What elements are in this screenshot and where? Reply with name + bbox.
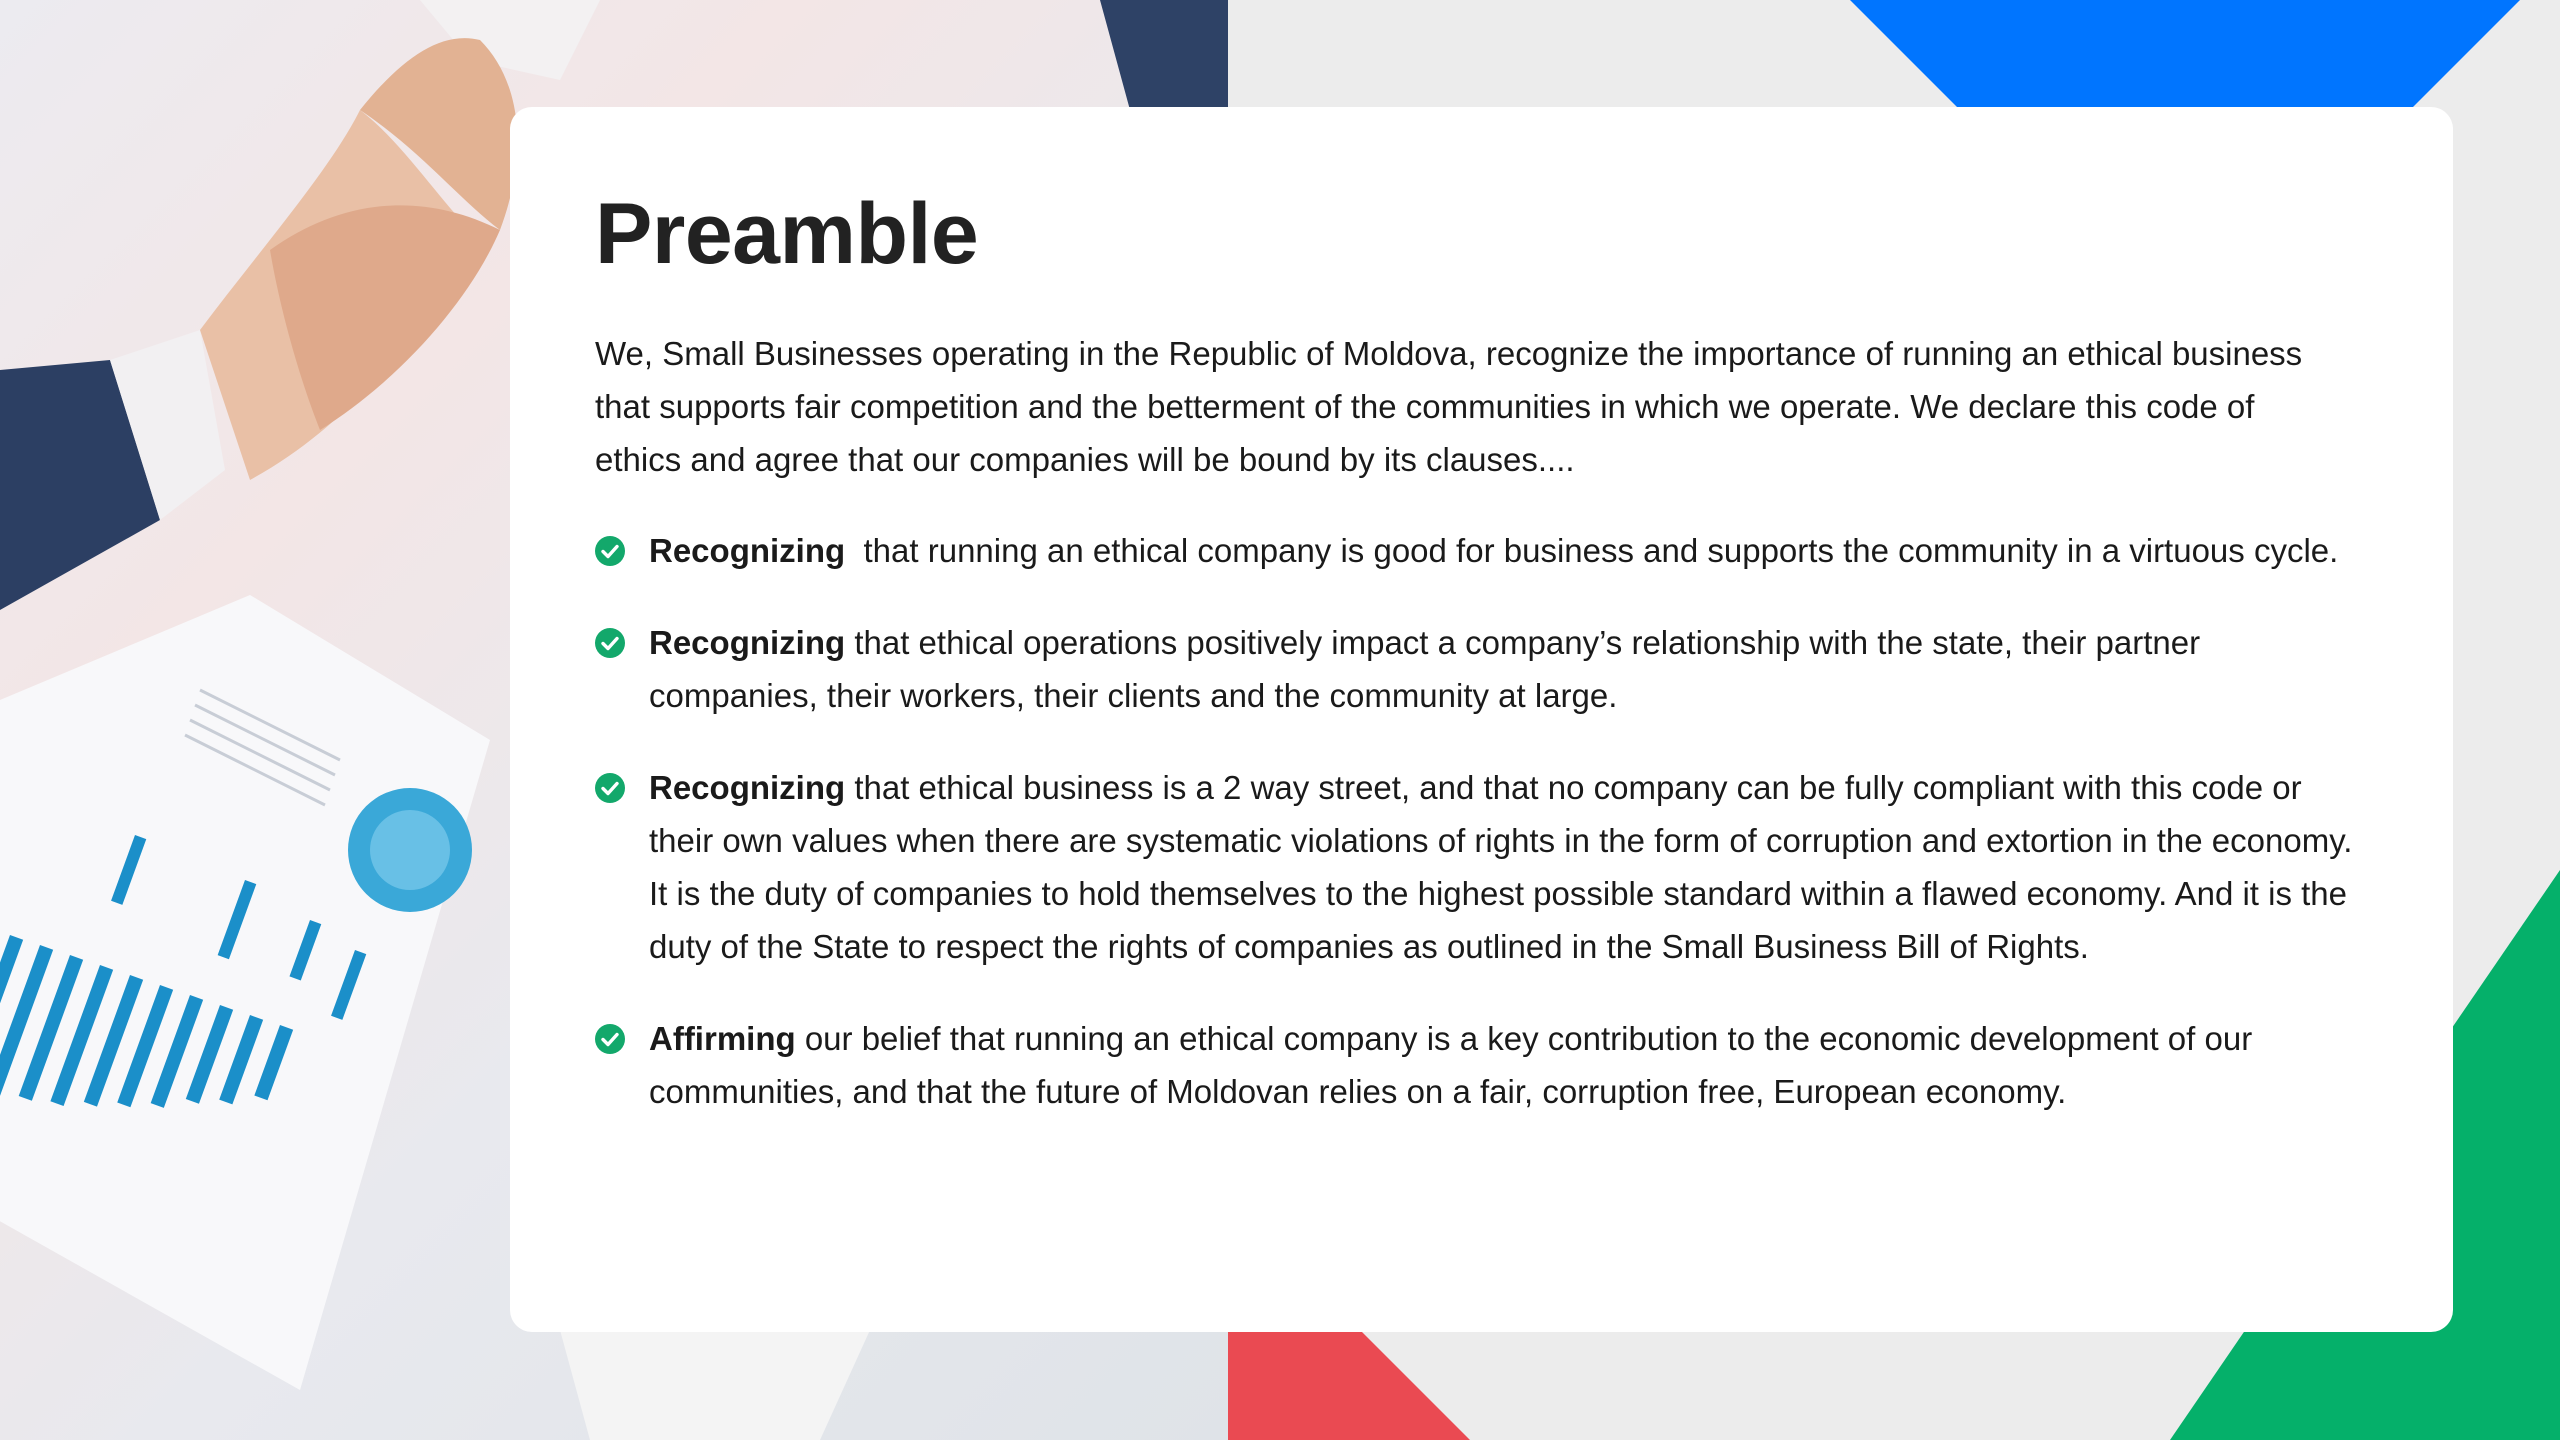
list-item bbox=[595, 761, 2369, 973]
clause-text: that running an ethical company is good for business and supports the community in a virtuous cycle. bbox=[845, 531, 2339, 569]
blue-triangle-decoration bbox=[1850, 0, 2520, 110]
list-item bbox=[595, 524, 2369, 577]
preamble-card bbox=[510, 107, 2453, 1332]
clause-text: that ethical business is a 2 way street, and that no company can be fully compliant with this code or their own values when there are systematic violations of rights in the form of corruption and extortion in the economy. It is the duty of companies to hold themselves to the highest possible standard within a flawed economy. And it is the duty of the State to respect the rights of companies as outlined in the Small Business Bill of Rights. bbox=[649, 768, 2362, 965]
clauses-list bbox=[595, 524, 2373, 1118]
clause-text: that ethical operations positively impact a company’s relationship with the state, their partner companies, their workers, their clients and the community at large. bbox=[649, 623, 2210, 714]
check-circle-icon bbox=[595, 628, 625, 658]
check-circle-icon bbox=[595, 1024, 625, 1054]
clause-keyword: Recognizing bbox=[649, 531, 846, 569]
intro-paragraph: We, Small Businesses operating in the Republic of Moldova, recognize the importance of running an ethical business that supports fair competition and the betterment of the communities in which we operate. We declare this code of ethics and agree that our companies will be bound by its clauses.... bbox=[595, 334, 2303, 478]
page-title: Preamble bbox=[595, 186, 979, 282]
list-item bbox=[595, 616, 2369, 722]
check-circle-icon bbox=[595, 773, 625, 803]
clause-keyword: Recognizing bbox=[649, 768, 846, 806]
clause-text: our belief that running an ethical company is a key contribution to the economic development of our communities, and that the future of Moldovan relies on a fair, corruption free, European economy. bbox=[649, 1019, 2262, 1110]
check-circle-icon bbox=[595, 536, 625, 566]
clause-keyword: Recognizing bbox=[649, 623, 846, 661]
clause-keyword: Affirming bbox=[649, 1019, 796, 1057]
list-item bbox=[595, 1012, 2369, 1118]
